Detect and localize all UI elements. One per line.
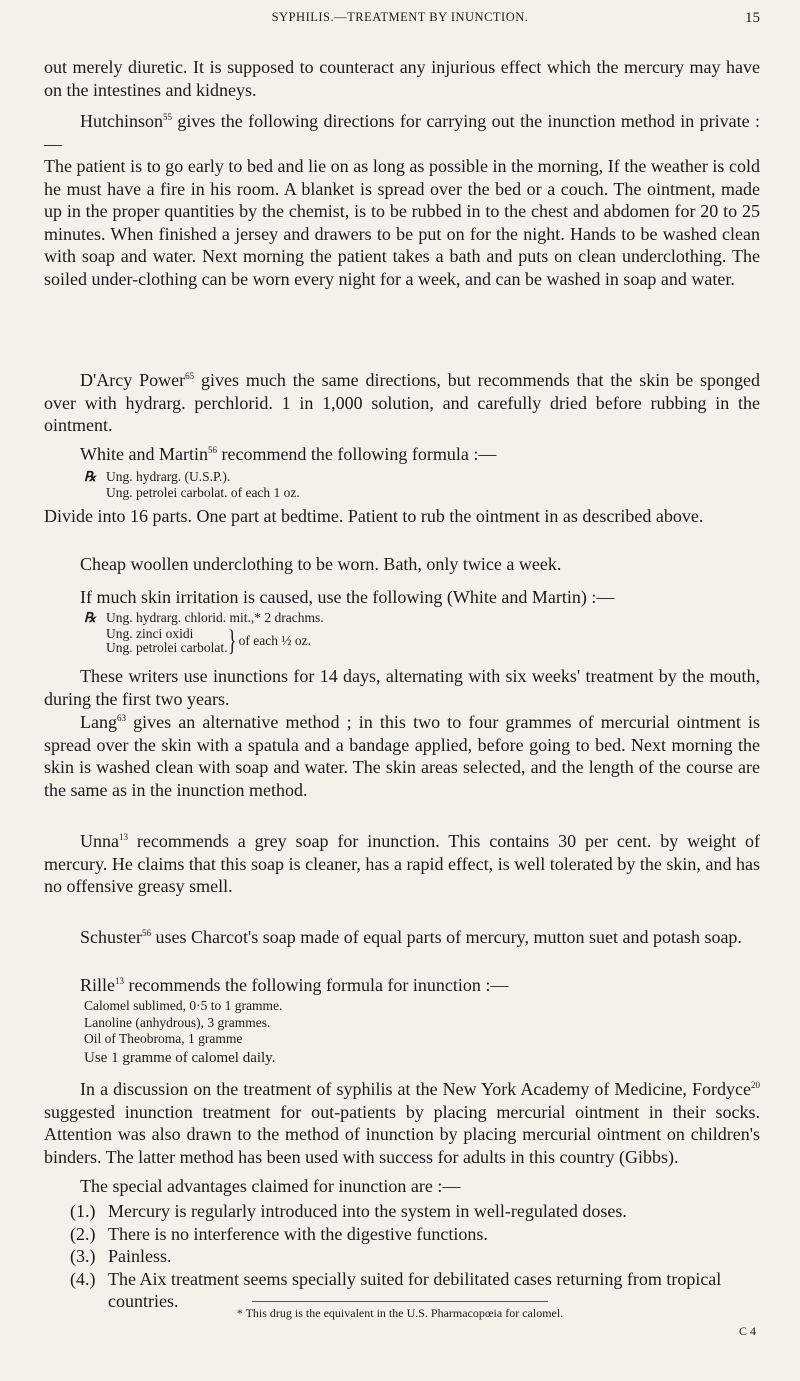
formula-instruction: Use 1 gramme of calomel daily. xyxy=(84,1049,276,1066)
list-text: Painless. xyxy=(108,1246,172,1266)
author-name: Unna xyxy=(80,831,119,851)
author-name: White and Martin xyxy=(80,444,208,464)
list-text: Mercury is regularly introduced into the system in well-regulated doses. xyxy=(108,1201,627,1221)
signature-mark: C 4 xyxy=(738,1324,756,1338)
formula-line: Ung. petrolei carbolat. of each 1 oz. xyxy=(106,485,300,500)
author-name: Lang xyxy=(80,712,117,732)
formula-lines xyxy=(106,627,227,655)
paragraph-schuster xyxy=(44,926,760,949)
list-text: There is no interference with the digestive functions. xyxy=(108,1223,488,1244)
paragraph-text: recommends the following formula for inunction :— xyxy=(124,975,509,995)
author-name: Schuster xyxy=(80,927,142,947)
paragraph-divide: Divide into 16 parts. One part at bedtime. Patient to rub the ointment in as described above. xyxy=(44,506,704,526)
list-number: (1.) xyxy=(70,1201,96,1221)
list-item xyxy=(70,1200,760,1223)
formula-line xyxy=(84,469,300,485)
paragraph-lang xyxy=(44,711,760,801)
reference-number: 65 xyxy=(185,371,195,381)
formula-2-brace-group xyxy=(106,624,311,657)
formula-line: Oil of Theobroma, 1 gramme xyxy=(84,1031,243,1046)
paragraph-underclothing: Cheap woollen underclothing to be worn. Bath, only twice a week. xyxy=(80,554,562,574)
recipe-symbol: ℞ xyxy=(84,610,97,625)
formula-text: Ung. hydrarg. chlorid. mit.,* 2 drachms. xyxy=(106,610,324,625)
paragraph-directions: The patient is to go early to bed and lie on as long as possible in the morning, If the weather is cold he must have a fire in his room. A blanket is spread over the bed or a couch. The ointment, made up in the proper quantities by the chemist, is to be rubbed in to the chest and abdomen for 20 to 25 minutes. When finished a jersey and drawers to be put on for the night. Hands to be washed clean with soap and water. Next morning the patient takes a bath and puts on clean underclothing. The soiled under-clothing can be worn every night for a week, and can be washed in soap and water. xyxy=(44,156,760,289)
author-name: D'Arcy Power xyxy=(80,370,186,390)
paragraph-text: suggested inunction treatment for out-patients by placing mercurial ointment in their socks. Attention was also drawn to the method of inunction by placing mercurial ointment on children's binders. The latter method has been used with success for adults in this country (Gibbs). xyxy=(44,1101,760,1167)
paragraph-darcy-power xyxy=(44,369,760,437)
formula-text: Ung. hydrarg. (U.S.P.). xyxy=(106,469,231,484)
paragraph-text: recommend the following formula :— xyxy=(216,444,497,464)
page-number: 15 xyxy=(745,10,760,26)
author-name: Rille xyxy=(80,975,115,995)
formula-2 xyxy=(84,610,324,626)
formula-text: Ung. petrolei carbolat. xyxy=(106,640,228,655)
paragraph-irritation: If much skin irritation is caused, use the following (White and Martin) :— xyxy=(80,587,615,607)
reference-number: 56 xyxy=(142,928,151,938)
paragraph-text: gives an alternative method ; in this two to four grammes of mercurial ointment is spread over the skin with a spatula and a bandage applied, before going to bed. Next morning the skin is washed clean with soap and water. The skin areas selected, and the length of the course are the same as in the inunction method. xyxy=(44,712,760,800)
list-number: (3.) xyxy=(70,1246,96,1266)
list-item xyxy=(70,1245,760,1268)
list-item xyxy=(70,1223,760,1246)
paragraph-text: In a discussion on the treatment of syphilis at the New York Academy of Medicine, Fordyce xyxy=(80,1079,751,1099)
recipe-symbol: ℞ xyxy=(84,469,97,484)
formula-3 xyxy=(84,998,282,1066)
paragraph-unna xyxy=(44,830,760,898)
formula-quantity: of each ½ oz. xyxy=(238,633,311,648)
formula-line: Lanoline (anhydrous), 3 grammes. xyxy=(84,1014,271,1030)
footnote-divider xyxy=(252,1301,548,1302)
formula-1 xyxy=(84,469,300,501)
paragraph-advantages-intro: The special advantages claimed for inunction are :— xyxy=(80,1176,461,1196)
reference-number: 55 xyxy=(163,112,172,122)
paragraph-text: gives the following directions for carrying out the inunction method in private :— xyxy=(44,111,760,154)
running-head: SYPHILIS.—TREATMENT BY INUNCTION. xyxy=(271,10,529,24)
formula-text: Ung. zinci oxidi xyxy=(106,626,194,641)
paragraph-text: uses Charcot's soap made of equal parts of mercury, mutton suet and potash soap. xyxy=(151,927,742,947)
page-header xyxy=(0,10,800,40)
brace-symbol: } xyxy=(227,624,237,657)
list-number: (2.) xyxy=(70,1223,96,1244)
formula-line xyxy=(84,610,324,626)
reference-number: 20 xyxy=(751,1080,760,1090)
paragraph-hutchinson xyxy=(44,110,760,155)
list-number: (4.) xyxy=(70,1268,96,1289)
formula-line: Calomel sublimed, 0·5 to 1 gramme. xyxy=(84,998,283,1013)
paragraph-white-martin xyxy=(44,443,760,466)
reference-number: 63 xyxy=(116,713,126,723)
author-name: Hutchinson xyxy=(80,111,163,131)
list-text: The Aix treatment seems specially suited for debilitated cases returning from tropical countries. xyxy=(108,1268,722,1311)
reference-number: 13 xyxy=(115,976,124,986)
paragraph-rille xyxy=(44,974,760,997)
paragraph-text: gives much the same directions, but recommends that the skin be sponged over with hydrarg. perchlorid. 1 in 1,000 solution, and carefully dried before rubbing in the ointment. xyxy=(44,370,761,435)
advantages-list xyxy=(70,1200,760,1313)
reference-number: 13 xyxy=(119,832,128,842)
footnote: * This drug is the equivalent in the U.S. Pharmacopœia for calomel. xyxy=(236,1306,564,1320)
paragraph-1: out merely diuretic. It is supposed to counteract any injurious effect which the mercury may have on the intestines and kidneys. xyxy=(44,57,760,100)
paragraph-writers: These writers use inunctions for 14 days, alternating with six weeks' treatment by the mouth, during the first two years. xyxy=(44,666,760,709)
paragraph-fordyce xyxy=(44,1078,760,1168)
reference-number: 56 xyxy=(207,445,217,455)
paragraph-text: recommends a grey soap for inunction. This contains 30 per cent. by weight of mercury. He claims that this soap is cleaner, has a rapid effect, is well tolerated by the skin, and has no offensive greasy smell. xyxy=(44,831,760,896)
